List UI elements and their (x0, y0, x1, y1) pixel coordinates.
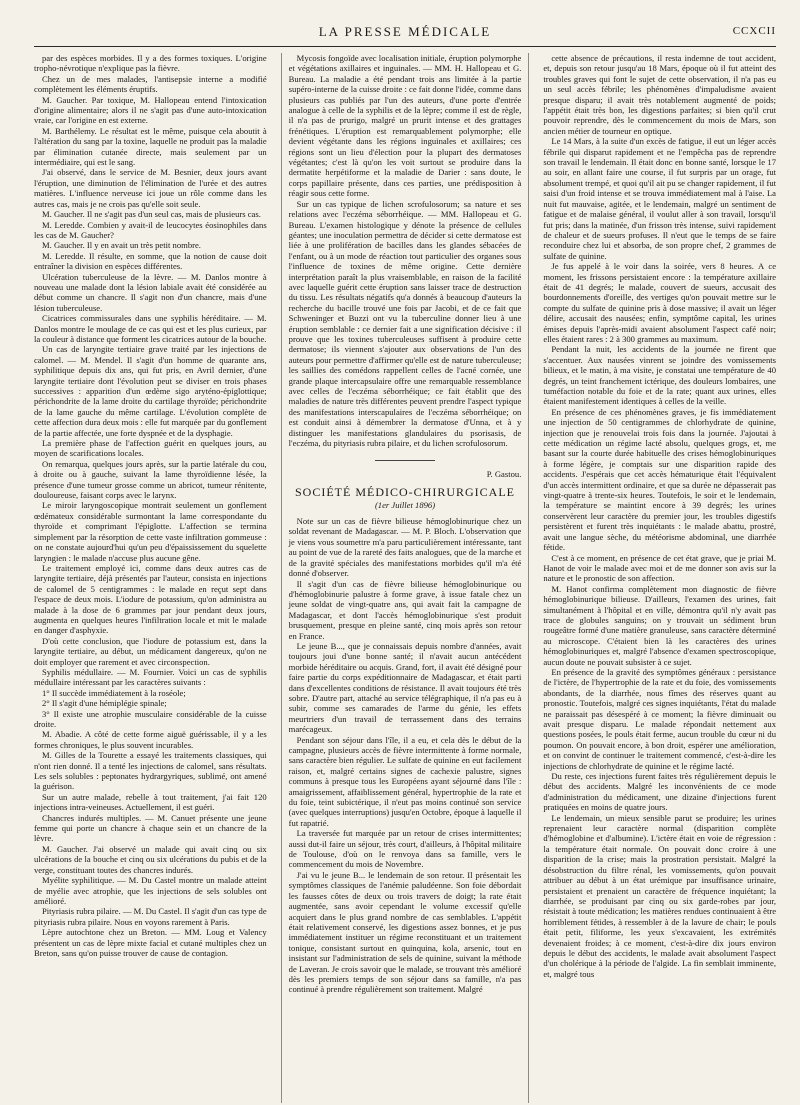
paragraph: Chancres indurés multiples. — M. Canuet présente une jeune femme qui porte un chancre à chaque sein et un chancre de la lèvre. (34, 812, 267, 844)
paragraph: Syphilis médullaire. — M. Fournier. Voici un cas de syphilis médullaire intéressant par les caractères suivants : (34, 666, 267, 688)
page-number: CCXCII (732, 25, 776, 37)
column-middle (281, 53, 530, 1103)
paragraph: Ulcération tuberculeuse de la lèvre. — M. Danlos montre à nouveau une malade dont la lésion labiale avait été considérée au début comme un chancre. Il s'agit non d'un chancre, mais d'une lésion tuberculeuse. (34, 271, 267, 313)
paragraph: En présence de la gravité des symptômes généraux : persistance de l'ictère, de l'hypertrophie de la rate et du foie, des vomissements abondants, de la diarrhée, nous fîmes des réserves quant au pronostic. Toutefois, malgré ces signes inquiétants, l'état du malade ne paraissait pas désespéré à ce moment; la fièvre diminuait ou avait presque disparu. Le malade répondait nettement aux questions posées, le pouls était ferme, aucun trouble du cœur ni du poumon. On pouvait encore, à bon droit, espérer une amélioration, et on convint de continuer le traitement commencé, c'est-à-dire les injections de chlorhydrate de quinine et le régime lacté. (543, 666, 777, 771)
paragraph: Myélite syphilitique. — M. Du Castel montre un malade atteint de myélie avec atrophie, que les injections de sels solubles ont amélioré. (34, 875, 267, 906)
paragraph: J'ai observé, dans le service de M. Besnier, deux jours avant l'éruption, une diminution de l'élimination de l'urée et des autres matières. L'influence nerveuse ici joue un rôle comme dans les autres cas, mais je ne crois pas qu'elle soit seule. (34, 167, 267, 209)
paragraph: M. Gaucher. Par toxique, M. Hallopeau entend l'intoxication d'origine alimentaire; alors il ne s'agit pas d'une auto-intoxication vraie, car l'origine en est externe. (34, 94, 267, 126)
paragraph: cette absence de précautions, il resta indemne de tout accident, et, depuis son retour jusqu'au 18 Mars, époque où il fut atteint des troubles graves qui font le sujet de cette observation, il n'a pas eu un seul accès fébrile; les phénomènes d'impaludisme avaient presque disparu; il avait très notablement augmenté de poids; l'appétit était très bon, les digestions parfaites; si bien qu'il crut pouvoir reprendre, dès le commencement du mois de Mars, son ancien métier de tourneur en optique. (543, 53, 777, 136)
paragraph: Le miroir laryngoscopique montrait seulement un gonflement œdémateux considérable surmontant la lame correspondante du thyroïde et comprimant l'épiglotte. L'affection se termina simplement par la résorption de cette vaste infiltration gommeuse : on ne constate aujourd'hui qu'un peu d'épaississement du squelette laryngien : le malade n'accuse plus aucune gêne. (34, 500, 267, 563)
paragraph: M. Gaucher. Il y en avait un très petit nombre. (42, 240, 201, 251)
paragraph: Le 14 Mars, à la suite d'un excès de fatigue, il eut un léger accès fébrile qui disparut rapidement et ne l'empêcha pas de reprendre son travail le lendemain. Il était donc en bonne santé, lorsque le 17 au soir, en allant faire une course, il fut surpris par un orage, fut absolument trempé, et quoi qu'il ait pu se changer rapidement, il fut saisi d'un froid intense et se trouva immédiatement mal à l'aise. La nuit fut mauvaise, agitée, et le lendemain, malgré un sentiment de fatigue et de malaise général, il voulut aller à son travail, lorsqu'il fut pris; dans la matinée, d'un frisson très intense, suivi rapidement de chaleur et de sueurs profuses. Il n'eut que le temps de se faire reconduire chez lui et absorba, de son propre chef, 2 grammes de sulfate de quinine. (543, 136, 777, 261)
article-lichen: Sur un cas typique de lichen scrofulosorum; sa nature et ses relations avec l'eczéma séborrhéique. — MM. Hallopeau et G. Bureau. L'examen histologique y dénote la présence de cellules géantes; une inoculation permettra de décider si cette dermatose est liée à une prolifération de bacilles dans les glandes sébacées de l'enfant, ou à un mode de réaction tout particulier des organes sous l'influence de toxines de même origine. Cette dernière interprétation paraît la plus vraisemblable, en raison de la facilité avec laquelle guérit cette éruption sans laisser trace de destruction du tissu. Les résultats négatifs qu'a donnés à beaucoup d'auteurs la recherche du bacille trouvé une fois par Jacobi, et de ce fait que Schweninger et Buzzi ont vu la tuberculine donner lieu à une éruption semblable : ce dernier fait a une signification décisive : il prouve que les toxines tuberculeuses suffisent à produire cette dermatose; ils viennent s'ajouter aux observations de l'un des auteurs pour permettre d'affirmer qu'elle est de nature tuberculeuse; les saillies des comédons rappellent celles de l'acné cornée, une grande plaque intercapsulaire offre une remarquable ressemblance avec celles de l'eczéma séborrhéique; ce fait établit que des maladies de nature très différentes peuvent prendre l'aspect typique des manifestations interscapulaires de l'eczéma séborrhéique; on est conduit ainsi à démembrer la dermatose d'Unna, et à y distinguer les manifestations glandulaires du psorisasis, de l'eczéma, du pityriasis rubra pilaire, et du lichen scrofulosorum. (288, 198, 522, 449)
society-heading: SOCIÉTÉ MÉDICO-CHIRURGICALE (295, 485, 515, 500)
paragraph: M. Leredde. Combien y avait-il de leucocytes éosinophiles dans les cas de M. Gaucher? (34, 219, 267, 240)
paragraph: M. Leredde. Il résulte, en somme, que la notion de cause doit entraîner la division en espèces différentes. (34, 250, 267, 272)
paragraph: Sur un autre malade, rebelle à tout traitement, j'ai fait 120 injections intra-veineuses. Actuellement, il est guéri. (34, 791, 267, 813)
paragraph: Du reste, ces injections furent faites très régulièrement depuis le début des accidents. Malgré les inconvénients de ce mode d'administration du médicament, une dizaine d'injections furent pratiquées en moins de quatre jours. (543, 771, 777, 813)
paragraph: Cicatrices commissurales dans une syphilis héréditaire. — M. Danlos montre le moulage de ce cas qui est et les plus curieux, par la couleur à distance que forment les cicatrices autour de la bouche. (34, 313, 267, 344)
paragraph: M. Hanot confirma complètement mon diagnostic de fièvre hémoglobinurique bilieuse. D'ailleurs, l'examen des urines, fait simultanément à l'hôpital et en ville, démontra qu'il n'y avait pas trace de globules sanguins; on y trouvait un sédiment brun rougeâtre formé d'une matière granuleuse, sans caractère déterminé au microscope. C'étaient bien là les caractères des urines hémoglobinuriques et, malgré l'absence d'examen spectroscopique, aucun doute ne pouvait subsister à ce sujet. (543, 583, 777, 667)
rule-separator (289, 453, 522, 463)
paragraph: M. Abadie. A côté de cette forme aiguë guérissable, il y a les formes chroniques, le plus souvent incurables. (34, 729, 267, 750)
paragraph: D'où cette conclusion, que l'iodure de potassium est, dans la laryngite tertiaire, au début, un médicament dangereux, qu'on ne doit employer que rarement et avec circonspection. (34, 635, 267, 667)
running-head (34, 24, 776, 47)
paragraph: Lèpre autochtone chez un Breton. — MM. Loug et Valency présentent un cas de lèpre mixte facial et cutané multiples chez un Breton, sans qu'on puisse trouver de cause de contagion. (34, 927, 267, 958)
column-left (34, 53, 267, 1103)
paragraph: Le lendemain, un mieux sensible parut se produire; les urines reprenaient leur caractère normal (disparition complète d'hémoglobine et d'albumine). L'ictère était en voie de régression : la température était normale. On pouvait donc croire à une disparition de la crise; mais la prostration persistait. Malgré la désobstruction du filtre rénal, les vomissements, qu'on pouvait attribuer au début à un état urémique par insuffisance urinaire, persistaient et prenaient un caractère de fréquence inquiétant; la diarrhée, se produisant par cinq ou six garde-robes par jour, résistait à toute médication; les matières rendues continuaient à être horriblement fétides, à ressembler à de la lavure de chair; le pouls était petit, filiforme, les yeux s'excavaient, les extrémités devenaient froides; à ce moment, c'est-à-dire dix jours environ depuis le début des accidents, le malade avait absolument l'aspect d'un cholérique à la période de l'algide. La fin semblait imminente, et, malgré tous (543, 812, 777, 979)
article-fievre-intro: Note sur un cas de fièvre bilieuse hémoglobinurique chez un soldat revenant de Madagascar. — M. P. Bloch. L'observation que je viens vous soumettre m'a paru particulièrement intéressante, tant au point de vue de la rareté des faits analogues, que de la marche et de la gravité spéciales des manifestations morbides qu'il m'a été donné d'observer. (288, 516, 522, 579)
paragraph: La traversée fut marquée par un retour de crises intermittentes; aussi dut-il faire un séjour, très court, d'ailleurs, à l'hôpital militaire de Toulouse, d'où on le renvoya dans sa famille, vers le commencement du mois de Novembre. (288, 828, 522, 870)
column-right (543, 53, 776, 1103)
paragraph: Pityriasis rubra pilaire. — M. Du Castel. Il s'agit d'un cas type de pityriasis rubra pilaire. Nous en voyons rarement à Paris. (34, 906, 267, 927)
paragraph: Il s'agit d'un cas de fièvre bilieuse hémoglobinurique ou d'hémoglobinurie palustre à forme grave, à issue fatale chez un jeune soldat de vingt-quatre ans, qui avait fait la campagne de Madagascar, et dont l'accès hémoglobinurique s'est produit brusquement, presque en pleine santé, cinq mois après son retour en France. (288, 578, 522, 641)
paragraph: Je fus appelé à le voir dans la soirée, vers 8 heures. A ce moment, les frissons persistaient encore : la température axillaire était de 41 degrés; le malade, couvert de sueurs, accusait des bourdonnements d'oreille, des vertiges qu'on pouvait mettre sur le compte du sulfate de quinine pris à dose massive; il avait un léger délire, accusait des nausées; enfin, symptôme capital, les urines émises depuis l'après-midi avaient absolument l'aspect café noir; elles étaient rares : 2 à 300 grammes au maximum. (543, 261, 777, 344)
paragraph: M. Gaucher. J'ai observé un malade qui avait cinq ou six ulcérations de la bouche et cinq ou six ulcérations du pubis et de la verge, constituant toutes des chancres indurés. (34, 843, 267, 875)
paragraph: On remarqua, quelques jours après, sur la partie latérale du cou, à droite ou à gauche, suivant la lame thyroïdienne lésée, la présence d'une tumeur grosse comme un abricot, tumeur rénitente, douloureuse, faisant corps avec le larynx. (34, 458, 267, 501)
paragraph: M. Barthélemy. Le résultat est le même, puisque cela aboutit à l'altération du sang par la toxine, laquelle ne produit pas la maladie par élimination cutanée directe, mais seulement par un intermédiaire, qui est le sang. (34, 125, 267, 168)
article-mycosis: Mycosis fongoïde avec localisation initiale, éruption polymorphe et végétations axillaires et inguinales. — MM. H. Hallopeau et G. Bureau. La maladie a été pendant trois ans limitée à la partie supéro-interne de la cuisse droite : ce fait donne l'idée, comme dans plusieurs cas publiés par l'un des auteurs, d'une porte d'entrée analogue à celle de la syphilis et de la lèpre; comme il est de règle, il n'a pas de prurigo, malgré un prurit intense et des grattages frénétiques. L'éruption est remarquablement polymorphe; elle devient végétante dans les régions inguinales et axillaires; ces régions sont un lieu d'élection pour la plupart des dermatoses végétantes; c'est là qu'on les voit surtout se produire dans la dermatite herpétiforme et la maladie de Darier : sans doute, le corps papillaire présente, dans ces parties, une prédisposition à réagir sous cette forme. (288, 53, 522, 199)
paragraph: 3° Il existe une atrophie musculaire considérable de la cuisse droite. (34, 708, 267, 729)
paragraph: Pendant son séjour dans l'île, il a eu, et cela dès le début de la campagne, plusieurs accès de fièvre intermittente à forme normale, sans caractère bien régulier. Le sulfate de quinine en eut facilement raison, et, malgré certains signes de cachexie palustre, signes communs à presque tous les Européens ayant séjourné dans l'île : amaigrissement, affaiblissement général, hypertrophie de la rate et du foie, teint subictérique, il n'eut pas moins continué son service (avec quelques interruptions) jusqu'en Octobre, époque à laquelle il fut rapatrié. (288, 734, 522, 828)
paragraph: J'ai vu le jeune B... le lendemain de son retour. Il présentait les symptômes classiques de l'anémie paludéenne. Son foie débordait les fausses côtes de deux ou trois travers de doigt; la rate était augmentée, sans avoir cependant le volume excessif qu'elle acquiert dans le plus grand nombre de cas semblables. L'appétit était relativement conservé, les digestions assez bonnes, et je pus immédiatement instituer un régime reconstituant et un traitement tonique, consistant surtout en quinquina, kola, arsenic, tout en insistant sur l'administration de sels de quinine, suivant la méthode de Laveran. Je crois savoir que le malade, se trouvant très amélioré dès les premiers temps de son séjour dans sa famille, n'a pas continué à prendre régulièrement son traitement. Malgré (288, 869, 522, 995)
paragraph: En présence de ces phénomènes graves, je fis immédiatement une injection de 50 centigrammes de chlorhydrate de quinine, injection que je renouvelai trois fois dans la journée. J'ajoutai à cette médication un régime lacté absolu, quelques grogs, et, me basant sur la courte durée habituelle des crises hémoglobinuriques à forme légère, je comptais sur une disparition rapide des accidents. J'espérais que cet accès hématurique était l'équivalent d'un accès intermittent ordinaire, et que sa durée ne dépasserait pas vingt-quatre à trente-six heures. Toutefois, le soir et le lendemain, la température se maintint encore à 39 degrés; les urines conservèrent leur caractère du premier jour, les troubles digestifs persistèrent et furent très inquiétants : le malade abattu, prostré, avait une langue sèche, du météorisme abdominal, une diarrhée fétide. (543, 406, 777, 553)
paragraph: Pendant la nuit, les accidents de la journée ne firent que s'accentuer. Aux nausées vinrent se joindre des vomissements bilieux, et le matin, à ma visite, je constatai une température de 40 degrés, un teint franchement ictérique, des douleurs lombaires, une tuméfaction notable du foie et de la rate; quant aux urines, elles étaient manifestement identiques à celles de la veille. (543, 344, 777, 407)
session-date: (1er Juillet 1896) (374, 499, 436, 510)
journal-title: LA PRESSE MÉDICALE (318, 24, 492, 39)
paragraph: C'est à ce moment, en présence de cet état grave, que je priai M. Hanot de voir le malade avec moi et de me donner son avis sur la nature et le pronostic de son affection. (543, 552, 777, 584)
paragraph: M. Gilles de la Tourette a essayé les traitements classiques, qui n'ont rien donné. Il a tenté les injections de calomel, sans résultats. Les sels solubles : peptonates hydrargyriques, sublimé, ont amené la guérison. (34, 750, 267, 792)
paragraph: par des espèces morbides. Il y a des formes toxiques. L'origine tropho-névrotique n'explique pas la fièvre. (34, 53, 267, 74)
paragraph: 1° Il succède immédiatement à la roséole; (42, 687, 186, 698)
author-signature: P. Gastou. (486, 468, 522, 479)
paragraph: M. Gaucher. Il ne s'agit pas d'un seul cas, mais de plusieurs cas. (42, 209, 261, 220)
paragraph: 2° Il s'agit d'une hémiplégie spinale; (42, 698, 167, 709)
paragraph: La première phase de l'affection guérit en quelques jours, au moyen de scarifications locales. (34, 438, 267, 459)
paragraph: Chez un de mes malades, l'antisepsie interne a modifié complètement les éléments éruptifs. (34, 73, 267, 95)
paragraph: Un cas de laryngite tertiaire grave traité par les injections de calomel. — M. Mendel. Il s'agit d'un homme de quarante ans, syphilitique depuis dix ans, qui fut pris, en Avril dernier, d'une laryngite tertiaire dont l'évolution peut se diviser en trois phases successives : apparition d'un œdème sigo aryténo-épiglottique; périchondrite de la lame droite du cartilage thyroïde; périchondrite de la lame gauche du même cartilage. L'évolution complète de cette affection dura deux mois : elle fut marquée par du gonflement de la partie affectée, une forte dyspnée et de la dysphagie. (34, 344, 267, 438)
paragraph: Le jeune B..., que je connaissais depuis nombre d'années, avait toujours joui d'une bonne santé; il n'avait aucun antécédent morbide héréditaire ou acquis. Grand, fort, il avait été désigné pour faire partie du corps expéditionnaire de Madagascar, et était parti dans d'excellentes conditions de résistance. Il avait toujours été très sobre. D'autre part, attaché au service télégraphique, il n'a pas eu à subir, comme ses camarades de l'arme du génie, les effets meurtriers d'un travail de terrassement dans des terrains marécageux. (288, 640, 522, 735)
paragraph: Le traitement employé ici, comme dans deux autres cas de laryngite tertiaire, déjà présentés par l'auteur, consista en injections de calomel de 5 centigrammes : le malade en reçut sept dans l'espace de deux mois. L'iodure de potassium, qu'on administra au malade à la dose de 6 grammes par jour pendant deux jours, augmenta en quelques heures l'infiltration locale et mit le malade en danger d'asphyxie. (34, 562, 267, 636)
